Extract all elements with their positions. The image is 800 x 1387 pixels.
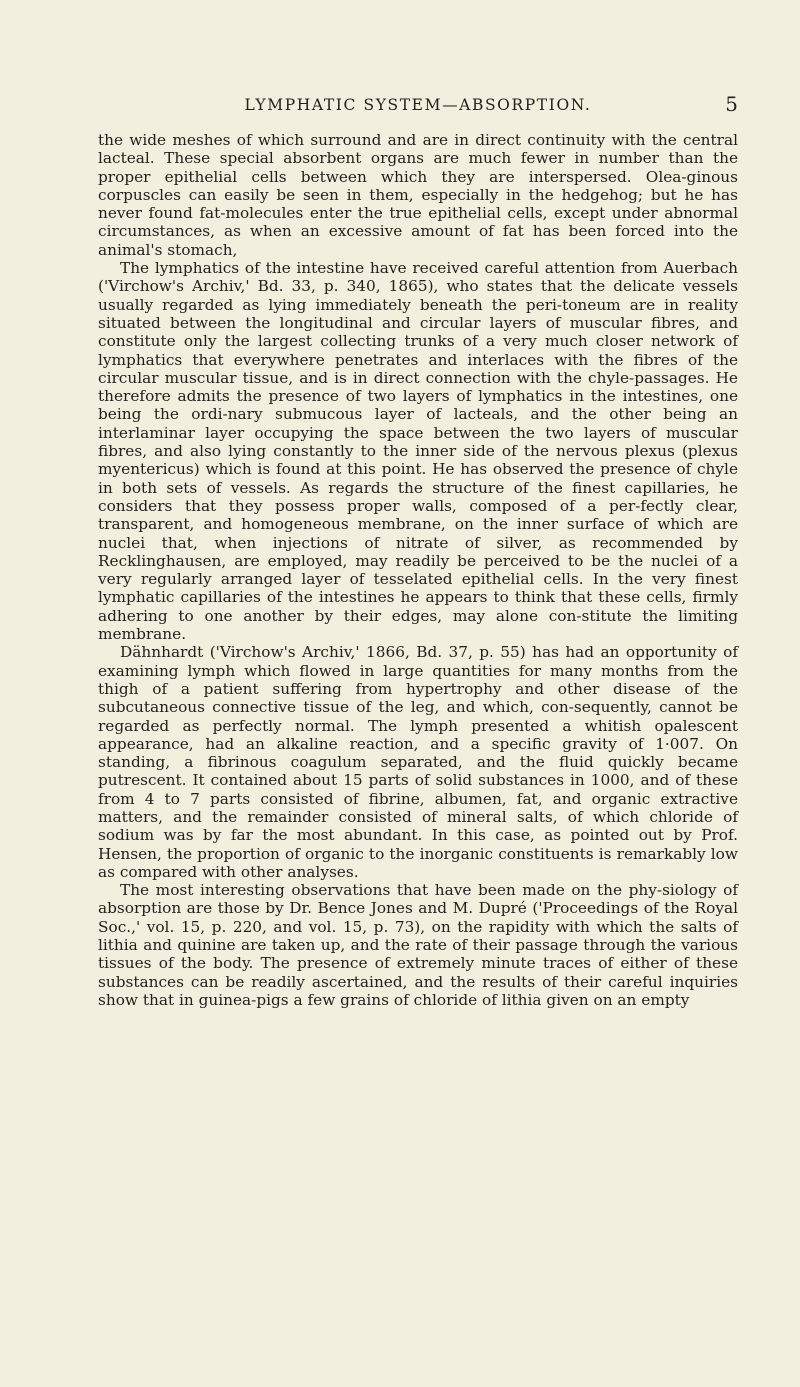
body-text	[98, 131, 738, 1009]
paragraph-4: The most interesting observations that have been made on the phy-siology of absorption are those by Dr. Bence Jones and M. Dupré ('Proceedings of the Royal Soc.,' vol. 15, p. 220, and vol. 15, p. 73), on the rapidity with which the salts of lithia and quinine are taken up, and the rate of their passage through the various tissues of the body. The presence of extremely minute traces of either of these substances can be readily ascertained, and the results of their careful inquiries show that in guinea-pigs a few grains of chloride of lithia given on an empty	[98, 881, 738, 1009]
paragraph-3: Dähnhardt ('Virchow's Archiv,' 1866, Bd. 37, p. 55) has had an opportunity of examining lymph which flowed in large quantities for many months from the thigh of a patient suffering from hypertrophy and other disease of the subcutaneous connective tissue of the leg, and which, con-sequently, cannot be regarded as perfectly normal. The lymph presented a whitish opalescent appearance, had an alkaline reaction, and a specific gravity of 1·007. On standing, a fibrinous coagulum separated, and the fluid quickly became putrescent. It contained about 15 parts of solid substances in 1000, and of these from 4 to 7 parts consisted of fibrine, albumen, fat, and organic extractive matters, and the remainder consisted of mineral salts, of which chloride of sodium was by far the most abundant. In this case, as pointed out by Prof. Hensen, the proportion of organic to the inorganic constituents is remarkably low as compared with other analyses.	[98, 643, 738, 881]
running-head: LYMPHATIC SYSTEM—ABSORPTION.	[244, 96, 592, 114]
paragraph-1: the wide meshes of which surround and are in direct continuity with the central lacteal. These special absorbent organs are much fewer in number than the proper epithelial cells between which they are interspersed. Olea-ginous corpuscles can easily be seen in them, especially in the hedgehog; but he has never found fat-molecules enter the true epithelial cells, except under abnormal circumstances, as when an excessive amount of fat has been forced into the animal's stomach,	[98, 131, 738, 259]
page-header	[98, 92, 738, 120]
page-number: 5	[725, 92, 738, 116]
paragraph-2: The lymphatics of the intestine have received careful attention from Auerbach ('Virchow's Archiv,' Bd. 33, p. 340, 1865), who states that the delicate vessels usually regarded as lying immediately beneath the peri-toneum are in reality situated between the longitudinal and circular layers of muscular fibres, and constitute only the largest collecting trunks of a very much closer network of lymphatics that everywhere penetrates and interlaces with the fibres of the circular muscular tissue, and is in direct connection with the chyle-passages. He therefore admits the presence of two layers of lymphatics in the intestines, one being the ordi-nary submucous layer of lacteals, and the other being an interlaminar layer occupying the space between the two layers of muscular fibres, and also lying constantly to the inner side of the nervous plexus (plexus myentericus) which is found at this point. He has observed the presence of chyle in both sets of vessels. As regards the structure of the finest capillaries, he considers that they possess proper walls, composed of a per-fectly clear, transparent, and homogeneous membrane, on the inner surface of which are nuclei that, when injections of nitrate of silver, as recommended by Recklinghausen, are employed, may readily be perceived to be the nuclei of a very regularly arranged layer of tesselated epithelial cells. In the very finest lymphatic capillaries of the intestines he appears to think that these cells, firmly adhering to one another by their edges, may alone con-stitute the limiting membrane.	[98, 259, 738, 644]
